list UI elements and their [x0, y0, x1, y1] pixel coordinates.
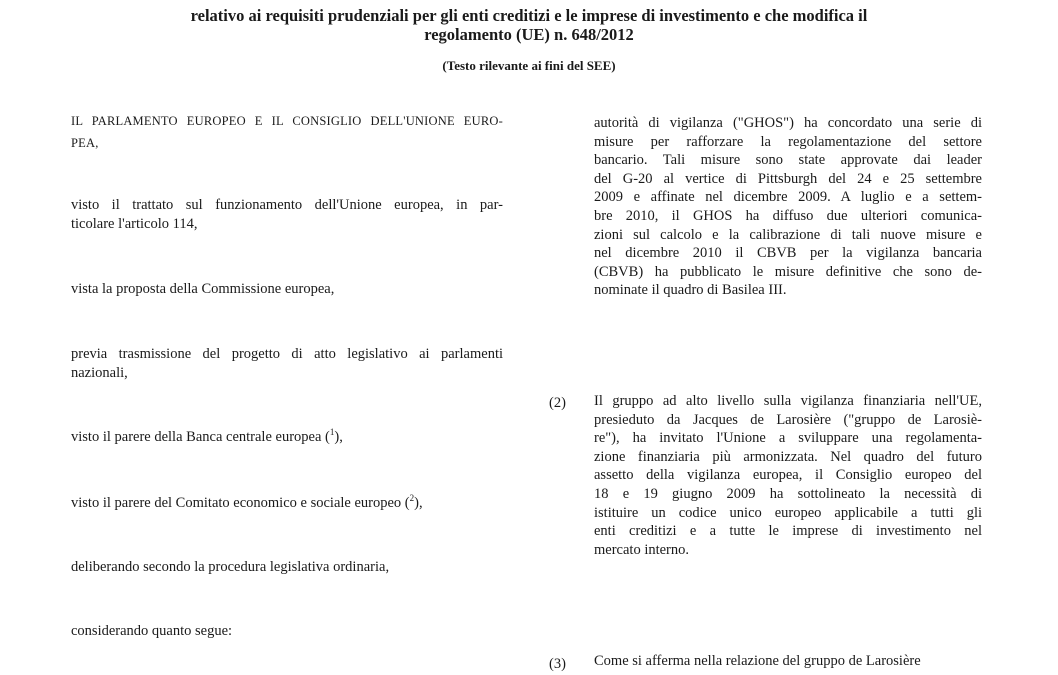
- recital-number: (3): [549, 656, 566, 672]
- recital-line: del G-20 al vertice di Pittsburgh del 24 e 25 settembre: [594, 170, 982, 187]
- preamble-proposal: [71, 280, 503, 299]
- recital-line: enti creditizi e a tutte le imprese di investimento nel: [594, 523, 982, 540]
- recital-line: bancario. Tali misure sono state approvate dai leader: [594, 152, 982, 169]
- preamble-transmission: [71, 345, 503, 383]
- recital-line: re"), ha invitato l'Unione a sviluppare una regolamenta-: [594, 430, 982, 447]
- footnote-ref[interactable]: 2: [409, 493, 415, 504]
- preamble-line: [71, 428, 503, 447]
- preamble-whereas: [71, 622, 503, 641]
- recital-line: bre 2010, il GHOS ha diffuso due ulteriori comunica-: [594, 207, 982, 224]
- recital-line: autorità di vigilanza ("GHOS") ha concordato una serie di: [594, 115, 982, 131]
- recital-line: zioni sul calcolo e la calibrazione di tali nuove misure e: [594, 226, 982, 243]
- preamble-line: nazionali,: [71, 365, 128, 381]
- preamble-line: vista la proposta della Commissione europea,: [71, 281, 335, 297]
- recital-line: nel dicembre 2010 il CBVB per la vigilanza bancaria: [594, 245, 982, 262]
- preamble-text: ),: [334, 429, 343, 445]
- recital-line: istituire un codice unico europeo applicabile a tutti gli: [594, 504, 982, 521]
- preamble-text: visto il parere della Banca centrale europea (: [71, 429, 330, 445]
- recital-2: [594, 392, 982, 559]
- preamble-line: ticolare l'articolo 114,: [71, 216, 198, 232]
- preamble-line: deliberando secondo la procedura legislativa ordinaria,: [71, 559, 390, 575]
- recital-line: 2009 e affinate nel dicembre 2009. A luglio e a settem-: [594, 189, 982, 206]
- preamble-line: [71, 494, 503, 513]
- preamble-line: previa trasmissione del progetto di atto legislativo ai parlamenti: [71, 346, 503, 362]
- preamble-treaty: [71, 196, 503, 234]
- document-title-line-1: relativo ai requisiti prudenziali per gli enti creditizi e le imprese di investimento e che modifica il: [190, 6, 868, 25]
- recital-number: (2): [549, 395, 566, 411]
- preamble-eesc-opinion: [71, 494, 503, 513]
- recital-line: 18 e 19 giugno 2009 ha sottolineato la necessità di: [594, 485, 982, 502]
- preamble-line: considerando quanto segue:: [71, 623, 233, 639]
- recital-line: mercato interno.: [594, 541, 690, 558]
- recital-line: (CBVB) ha pubblicato le misure definitive che sono de-: [594, 263, 982, 280]
- recital-line: misure per rafforzare la regolamentazione del settore: [594, 133, 982, 150]
- preamble-text: visto il parere del Comitato economico e sociale europeo (: [71, 495, 410, 511]
- recital-1-continuation: [594, 114, 982, 300]
- preamble-procedure: [71, 558, 503, 577]
- preamble-line: visto il trattato sul funzionamento dell'Unione europea, in par-: [71, 197, 503, 213]
- recital-line: Il gruppo ad alto livello sulla vigilanza finanziaria nell'UE,: [594, 393, 982, 409]
- recital-line: presieduto da Jacques de Larosière ("gruppo de Larosiè-: [594, 411, 982, 428]
- preamble-line: IL PARLAMENTO EUROPEO E IL CONSIGLIO DELL'UNIONE EURO-: [71, 114, 503, 128]
- preamble-ecb-opinion: [71, 428, 503, 447]
- document-subtitle: (Testo rilevante ai fini del SEE): [442, 58, 616, 73]
- recital-line: zione finanziaria più armonizzata. Nel quadro del futuro: [594, 448, 982, 465]
- preamble-enacting-parties: [71, 112, 503, 153]
- preamble-line: PEA,: [71, 136, 99, 150]
- recital-line: nominate il quadro di Basilea III.: [594, 282, 787, 299]
- recital-3: [594, 652, 982, 671]
- footnote-ref[interactable]: 1: [329, 427, 335, 438]
- document-title-line-2: regolamento (UE) n. 648/2012: [424, 25, 634, 44]
- recital-line: assetto della vigilanza europea, il Consiglio europeo del: [594, 467, 982, 484]
- preamble-text: ),: [414, 495, 423, 511]
- recital-line: Come si afferma nella relazione del gruppo de Larosière: [594, 653, 921, 669]
